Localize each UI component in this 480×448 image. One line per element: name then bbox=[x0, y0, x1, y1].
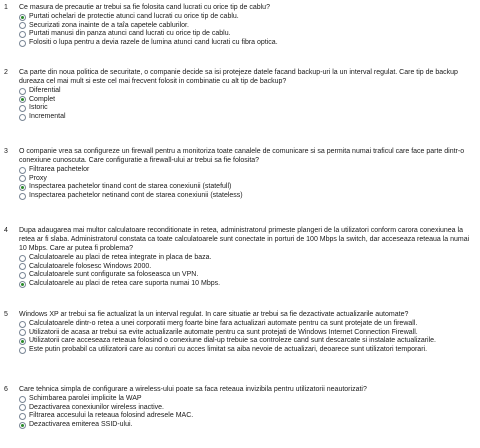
radio-button[interactable] bbox=[19, 175, 26, 182]
question-1 bbox=[0, 3, 478, 47]
question-number: 4 bbox=[4, 227, 8, 234]
radio-button[interactable] bbox=[19, 184, 26, 191]
answer-option[interactable] bbox=[19, 412, 478, 421]
answer-option[interactable] bbox=[19, 346, 478, 355]
radio-button[interactable] bbox=[19, 263, 26, 270]
question-text: O companie vrea sa configureze un firewall pentru a monitoriza toate canalele de comunicare si sa permita numai traficul care face parte dintr-o conexiune cunoscuta. Care configuratie a firewall-ului ar trebui sa fie folosita? bbox=[19, 148, 465, 164]
answer-option[interactable] bbox=[19, 329, 478, 338]
answer-option[interactable] bbox=[19, 404, 478, 413]
answer-label: Inspectarea pachetelor tinand cont de starea conexiunii (statefull) bbox=[29, 183, 232, 191]
answer-label: Filtrarea accesului la reteaua folosind adresele MAC. bbox=[29, 412, 194, 420]
answer-options bbox=[19, 320, 478, 354]
answer-options bbox=[19, 166, 478, 200]
answer-label: Este putin probabil ca utilizatorii care au conturi cu acces limitat sa aiba nevoie de actualizari, deoarece sunt utilizatori temporari. bbox=[29, 345, 428, 353]
answer-option[interactable] bbox=[19, 183, 478, 192]
question-number: 1 bbox=[4, 4, 8, 11]
question-text: Windows XP ar trebui sa fie actualizat la un interval regulat. In care situatie ar trebui sa fie dezactivate actualizarile automate? bbox=[19, 311, 409, 318]
answer-option[interactable] bbox=[19, 13, 478, 22]
answer-option[interactable] bbox=[19, 337, 478, 346]
answer-label: Folositi o lupa pentru a devia razele de lumina atunci cand lucrati cu fibra optica. bbox=[29, 38, 278, 46]
radio-button[interactable] bbox=[19, 31, 26, 38]
answer-option[interactable] bbox=[19, 320, 478, 329]
question-number: 5 bbox=[4, 311, 8, 318]
answer-label: Purtati manusi din panza atunci cand lucrati cu orice tip de cablu. bbox=[29, 30, 231, 38]
question-text: Care tehnica simpla de configurare a wireless-ului poate sa faca reteaua invizibila pentru utilizatorii neautorizati? bbox=[19, 386, 367, 393]
radio-button[interactable] bbox=[19, 338, 26, 345]
radio-button[interactable] bbox=[19, 96, 26, 103]
radio-button[interactable] bbox=[19, 272, 26, 279]
answer-label: Calculatoarele dintr-o retea a unei corporatii merg foarte bine fara actualizari automate pentru ca sunt protejate de un firewall. bbox=[29, 320, 418, 327]
answer-label: Utilizatorii care acceseaza reteaua folosind o conexiune dial-up trebuie sa controleze cand sunt descarcate si instalate actualizarile. bbox=[29, 337, 437, 345]
answer-option[interactable] bbox=[19, 22, 478, 31]
answer-option[interactable] bbox=[19, 96, 478, 105]
answer-option[interactable] bbox=[19, 166, 478, 175]
answer-label: Securizati zona inainte de a taîa capetele cablurilor. bbox=[29, 21, 189, 29]
answer-options bbox=[19, 13, 478, 47]
answer-option[interactable] bbox=[19, 280, 478, 289]
radio-button[interactable] bbox=[19, 347, 26, 354]
radio-button[interactable] bbox=[19, 167, 26, 174]
question-6 bbox=[0, 385, 478, 429]
answer-option[interactable] bbox=[19, 421, 478, 430]
radio-button[interactable] bbox=[19, 396, 26, 403]
question-2 bbox=[0, 68, 478, 121]
answer-label: Proxy bbox=[29, 174, 47, 182]
radio-button[interactable] bbox=[19, 88, 26, 95]
radio-button[interactable] bbox=[19, 329, 26, 336]
answer-label: Utilizatorii de acasa ar trebui sa evite actualizarile automate pentru ca sunt protejati de Windows Internet Connection Firewall. bbox=[29, 328, 418, 336]
radio-button[interactable] bbox=[19, 281, 26, 288]
question-text: Ce masura de precautie ar trebui sa fie folosita cand lucrati cu orice tip de cablu? bbox=[19, 4, 270, 11]
radio-button[interactable] bbox=[19, 114, 26, 121]
answer-option[interactable] bbox=[19, 254, 478, 263]
answer-label: Purtati ochelari de protectie atunci cand lucrati cu orice tip de cablu. bbox=[29, 13, 239, 20]
answer-options bbox=[19, 87, 478, 121]
answer-option[interactable] bbox=[19, 192, 478, 201]
answer-option[interactable] bbox=[19, 113, 478, 122]
radio-button[interactable] bbox=[19, 255, 26, 262]
question-5 bbox=[0, 310, 478, 354]
radio-button[interactable] bbox=[19, 321, 26, 328]
question-text: Dupa adaugarea mai multor calculatoare reconditionate in retea, administratorul primeste plangeri de la utilizatori conform carora conexiunea la retea ar fi slaba. Administratorul constata ca toate calculatoarele sunt conectate in porturi de 100 Mbps la switch, dar acceseaza reteaua la numai 10 Mbps. Care ar putea fi problema? bbox=[19, 227, 470, 252]
answer-option[interactable] bbox=[19, 104, 478, 113]
radio-button[interactable] bbox=[19, 14, 26, 21]
question-4 bbox=[0, 226, 478, 288]
answer-option[interactable] bbox=[19, 39, 478, 48]
answer-option[interactable] bbox=[19, 30, 478, 39]
radio-button[interactable] bbox=[19, 40, 26, 47]
question-number: 3 bbox=[4, 148, 8, 155]
answer-label: Schimbarea parolei implicite la WAP bbox=[29, 395, 142, 402]
answer-options bbox=[19, 254, 478, 288]
answer-label: Dezactivarea emiterea SSID-ului. bbox=[29, 420, 133, 428]
answer-label: Complet bbox=[29, 95, 56, 103]
answer-label: Incremental bbox=[29, 112, 66, 120]
answer-label: Inspectarea pachetelor netinand cont de starea conexiunii (stateless) bbox=[29, 191, 243, 199]
radio-button[interactable] bbox=[19, 404, 26, 411]
radio-button[interactable] bbox=[19, 193, 26, 200]
answer-label: Calculatoarele folosesc Windows 2000. bbox=[29, 262, 152, 270]
question-3 bbox=[0, 147, 478, 200]
answer-label: Calculatoarele au placi de retea care suporta numai 10 Mbps. bbox=[29, 279, 221, 287]
answer-option[interactable] bbox=[19, 263, 478, 272]
answer-option[interactable] bbox=[19, 87, 478, 96]
radio-button[interactable] bbox=[19, 422, 26, 429]
question-text: Ca parte din noua politica de securitate, o companie decide sa isi protejeze datele facand backup-uri la un interval regulat. Care tip de backup dureaza cel mai mult si este cel mai frecvent folosit in combinatie cu alt tip de backup? bbox=[19, 69, 458, 85]
question-number: 6 bbox=[4, 386, 8, 393]
answer-option[interactable] bbox=[19, 271, 478, 280]
radio-button[interactable] bbox=[19, 413, 26, 420]
answer-options bbox=[19, 395, 478, 429]
question-number: 2 bbox=[4, 69, 8, 76]
answer-label: Filtrarea pachetelor bbox=[29, 166, 90, 173]
answer-option[interactable] bbox=[19, 395, 478, 404]
radio-button[interactable] bbox=[19, 22, 26, 29]
answer-label: Calculatoarele sunt configurate sa foloseasca un VPN. bbox=[29, 271, 199, 279]
answer-label: Diferential bbox=[29, 87, 61, 94]
answer-label: Calculatoarele au placi de retea integrate in placa de baza. bbox=[29, 254, 212, 261]
answer-label: Istoric bbox=[29, 104, 48, 112]
answer-label: Dezactivarea conexiunilor wireless inactive. bbox=[29, 403, 165, 411]
answer-option[interactable] bbox=[19, 175, 478, 184]
radio-button[interactable] bbox=[19, 105, 26, 112]
